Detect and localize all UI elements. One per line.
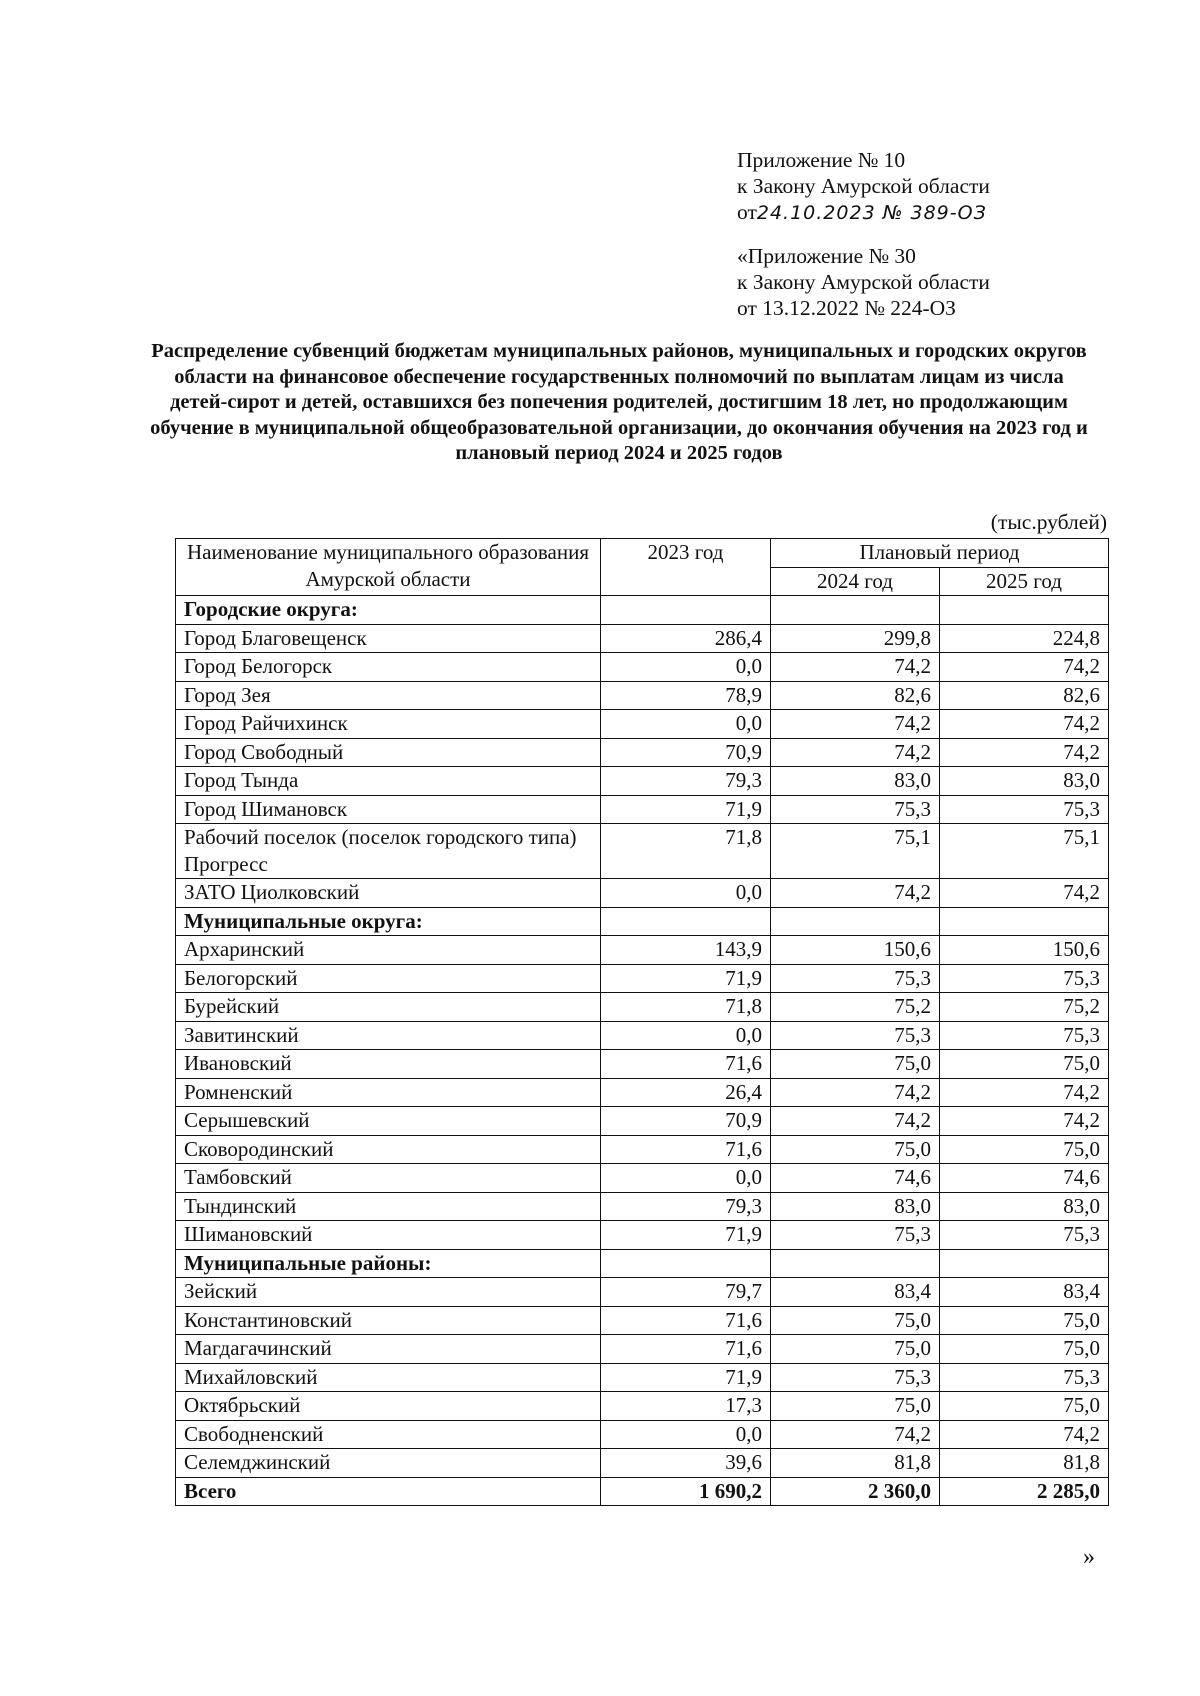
table-row [176,1164,1109,1193]
table-row [176,1449,1109,1478]
section-row [176,1249,1109,1278]
value-2024-cell: 74,2 [771,1107,940,1136]
value-2025-cell: 74,2 [940,710,1109,739]
value-2025-cell: 74,2 [940,879,1109,908]
value-2024-cell: 75,0 [771,1392,940,1421]
table-row [176,624,1109,653]
value-2024-cell: 75,0 [771,1306,940,1335]
value-2025-cell: 2 285,0 [940,1477,1109,1506]
municipality-cell: Серышевский [176,1107,601,1136]
value-2025-cell: 74,2 [940,738,1109,767]
units-label: (тыс.рублей) [990,510,1107,534]
value-2025-cell: 150,6 [940,936,1109,965]
value-2025-cell: 75,3 [940,1221,1109,1250]
value-2025-cell: 74,2 [940,1078,1109,1107]
municipality-cell: Константиновский [176,1306,601,1335]
municipality-cell: Октябрьский [176,1392,601,1421]
value-2023-cell: 0,0 [601,1021,771,1050]
value-2025-cell: 75,3 [940,964,1109,993]
table-row [176,710,1109,739]
municipality-cell: Магдагачинский [176,1335,601,1364]
value-2025-cell [940,907,1109,936]
value-2025-cell: 75,0 [940,1306,1109,1335]
value-2023-cell: 71,9 [601,795,771,824]
value-2023-cell: 0,0 [601,879,771,908]
table-row [176,653,1109,682]
appendix-number: Приложение № 10 [737,148,906,172]
value-2025-cell: 74,2 [940,653,1109,682]
value-2024-cell: 75,0 [771,1135,940,1164]
value-2025-cell: 83,0 [940,767,1109,796]
value-2025-cell: 75,3 [940,1021,1109,1050]
value-2023-cell: 79,3 [601,767,771,796]
value-2025-cell: 75,0 [940,1050,1109,1079]
value-2025-cell: 75,0 [940,1335,1109,1364]
value-2024-cell: 75,3 [771,964,940,993]
municipality-cell: Завитинский [176,1021,601,1050]
municipality-cell: Белогорский [176,964,601,993]
value-2023-cell: 0,0 [601,1164,771,1193]
municipality-cell: Свободненский [176,1420,601,1449]
table-row [176,1306,1109,1335]
value-2025-cell: 81,8 [940,1449,1109,1478]
table-row [176,964,1109,993]
municipality-cell: Ивановский [176,1050,601,1079]
table-row [176,738,1109,767]
value-2024-cell: 75,0 [771,1050,940,1079]
municipality-cell: Город Белогорск [176,653,601,682]
value-2024-cell: 2 360,0 [771,1477,940,1506]
municipality-cell: Муниципальные округа: [176,907,601,936]
value-2024-cell: 74,6 [771,1164,940,1193]
value-2025-cell: 74,2 [940,1420,1109,1449]
table-row [176,1392,1109,1421]
municipality-cell: Зейский [176,1278,601,1307]
table-row [176,1107,1109,1136]
municipality-cell: Бурейский [176,993,601,1022]
municipality-cell: Михайловский [176,1363,601,1392]
table-row [176,1221,1109,1250]
table-row [176,1363,1109,1392]
value-2024-cell: 75,2 [771,993,940,1022]
value-2025-cell: 75,1 [940,824,1109,879]
header-2024: 2024 год [771,567,940,596]
value-2024-cell [771,907,940,936]
value-2025-cell: 74,2 [940,1107,1109,1136]
value-2023-cell: 1 690,2 [601,1477,771,1506]
table-row [176,1021,1109,1050]
value-2023-cell [601,907,771,936]
municipality-cell: Город Тында [176,767,601,796]
value-2025-cell: 82,6 [940,681,1109,710]
municipality-cell: Рабочий поселок (поселок городского типа) Прогресс [176,824,601,879]
municipality-cell: Шимановский [176,1221,601,1250]
table-row [176,681,1109,710]
table-row [176,936,1109,965]
value-2024-cell: 75,3 [771,1021,940,1050]
header-2025: 2025 год [940,567,1109,596]
value-2024-cell [771,1249,940,1278]
value-2024-cell: 74,2 [771,879,940,908]
value-2023-cell: 71,9 [601,1363,771,1392]
value-2023-cell: 71,9 [601,1221,771,1250]
municipality-cell: Тындинский [176,1192,601,1221]
value-2024-cell: 74,2 [771,710,940,739]
value-2024-cell: 81,8 [771,1449,940,1478]
table-row [176,795,1109,824]
value-2023-cell: 0,0 [601,1420,771,1449]
value-2023-cell: 70,9 [601,738,771,767]
municipality-cell: Городские округа: [176,596,601,625]
table-row [176,1078,1109,1107]
table-row [176,1050,1109,1079]
value-2023-cell [601,596,771,625]
value-2023-cell [601,1249,771,1278]
total-row [176,1477,1109,1506]
municipality-cell: Город Свободный [176,738,601,767]
municipality-cell: Муниципальные районы: [176,1249,601,1278]
municipality-cell: Город Шимановск [176,795,601,824]
appendix-date [737,199,990,226]
table-body [176,596,1109,1506]
value-2024-cell: 82,6 [771,681,940,710]
value-2024-cell: 75,0 [771,1335,940,1364]
value-2024-cell: 75,3 [771,1363,940,1392]
table-row [176,1420,1109,1449]
value-2025-cell: 75,3 [940,1363,1109,1392]
appendix-old-date: от 13.12.2022 № 224-ОЗ [737,296,956,320]
appendix-old-law: к Закону Амурской области [737,270,990,294]
value-2023-cell: 286,4 [601,624,771,653]
municipality-cell: Архаринский [176,936,601,965]
closing-quote: » [1083,1544,1095,1570]
value-2023-cell: 17,3 [601,1392,771,1421]
table-row [176,1135,1109,1164]
subsidy-table [175,538,1109,1506]
value-2023-cell: 79,3 [601,1192,771,1221]
value-2024-cell: 299,8 [771,624,940,653]
value-2024-cell [771,596,940,625]
header-2023: 2023 год [601,539,771,596]
value-2025-cell: 83,4 [940,1278,1109,1307]
value-2023-cell: 71,8 [601,993,771,1022]
value-2024-cell: 75,3 [771,795,940,824]
value-2023-cell: 143,9 [601,936,771,965]
appendix-reference-new [737,147,990,226]
value-2024-cell: 150,6 [771,936,940,965]
value-2025-cell: 75,3 [940,795,1109,824]
value-2023-cell: 0,0 [601,653,771,682]
value-2024-cell: 74,2 [771,1420,940,1449]
municipality-cell: Всего [176,1477,601,1506]
value-2023-cell: 39,6 [601,1449,771,1478]
value-2023-cell: 71,9 [601,964,771,993]
appendix-reference-old [737,243,990,321]
value-2025-cell: 75,2 [940,993,1109,1022]
appendix-old-number: «Приложение № 30 [737,244,916,268]
appendix-date-prefix: от [737,200,757,224]
appendix-law: к Закону Амурской области [737,174,990,198]
table-row [176,1335,1109,1364]
value-2025-cell [940,1249,1109,1278]
table-row [176,1278,1109,1307]
value-2023-cell: 71,6 [601,1135,771,1164]
municipality-cell: Сковородинский [176,1135,601,1164]
municipality-cell: Ромненский [176,1078,601,1107]
value-2023-cell: 78,9 [601,681,771,710]
municipality-cell: Город Благовещенск [176,624,601,653]
value-2024-cell: 83,0 [771,767,940,796]
value-2024-cell: 75,1 [771,824,940,879]
municipality-cell: Тамбовский [176,1164,601,1193]
table-row [176,879,1109,908]
section-row [176,907,1109,936]
value-2025-cell: 74,6 [940,1164,1109,1193]
value-2024-cell: 83,4 [771,1278,940,1307]
value-2023-cell: 70,9 [601,1107,771,1136]
value-2024-cell: 75,3 [771,1221,940,1250]
value-2024-cell: 83,0 [771,1192,940,1221]
value-2023-cell: 71,6 [601,1050,771,1079]
handwritten-date-number: 24.10.2023 № 389-ОЗ [756,202,987,224]
header-municipality: Наименование муниципального образования Амурской области [176,539,601,596]
value-2023-cell: 0,0 [601,710,771,739]
municipality-cell: Город Райчихинск [176,710,601,739]
value-2024-cell: 74,2 [771,1078,940,1107]
value-2024-cell: 74,2 [771,738,940,767]
section-row [176,596,1109,625]
document-title: Распределение субвенций бюджетам муниципальных районов, муниципальных и городских округов области на финансовое обеспечение государственных полномочий по выплатам лицам из числа детей-сирот и детей, оставшихся без попечения родителей, достигшим 18 лет, но продолжающим обучение в муниципальной общеобразовательной организации, до окончания обучения на 2023 год и плановый период 2024 и 2025 годов [150,340,1088,464]
table-row [176,824,1109,879]
value-2024-cell: 74,2 [771,653,940,682]
value-2023-cell: 79,7 [601,1278,771,1307]
value-2023-cell: 71,6 [601,1306,771,1335]
value-2023-cell: 26,4 [601,1078,771,1107]
value-2025-cell: 224,8 [940,624,1109,653]
value-2025-cell: 75,0 [940,1392,1109,1421]
municipality-cell: ЗАТО Циолковский [176,879,601,908]
municipality-cell: Город Зея [176,681,601,710]
table-row [176,993,1109,1022]
table-row [176,767,1109,796]
municipality-cell: Селемджинский [176,1449,601,1478]
value-2023-cell: 71,6 [601,1335,771,1364]
value-2023-cell: 71,8 [601,824,771,879]
header-planned-period: Плановый период [771,539,1109,568]
value-2025-cell: 83,0 [940,1192,1109,1221]
value-2025-cell [940,596,1109,625]
value-2025-cell: 75,0 [940,1135,1109,1164]
table-row [176,1192,1109,1221]
